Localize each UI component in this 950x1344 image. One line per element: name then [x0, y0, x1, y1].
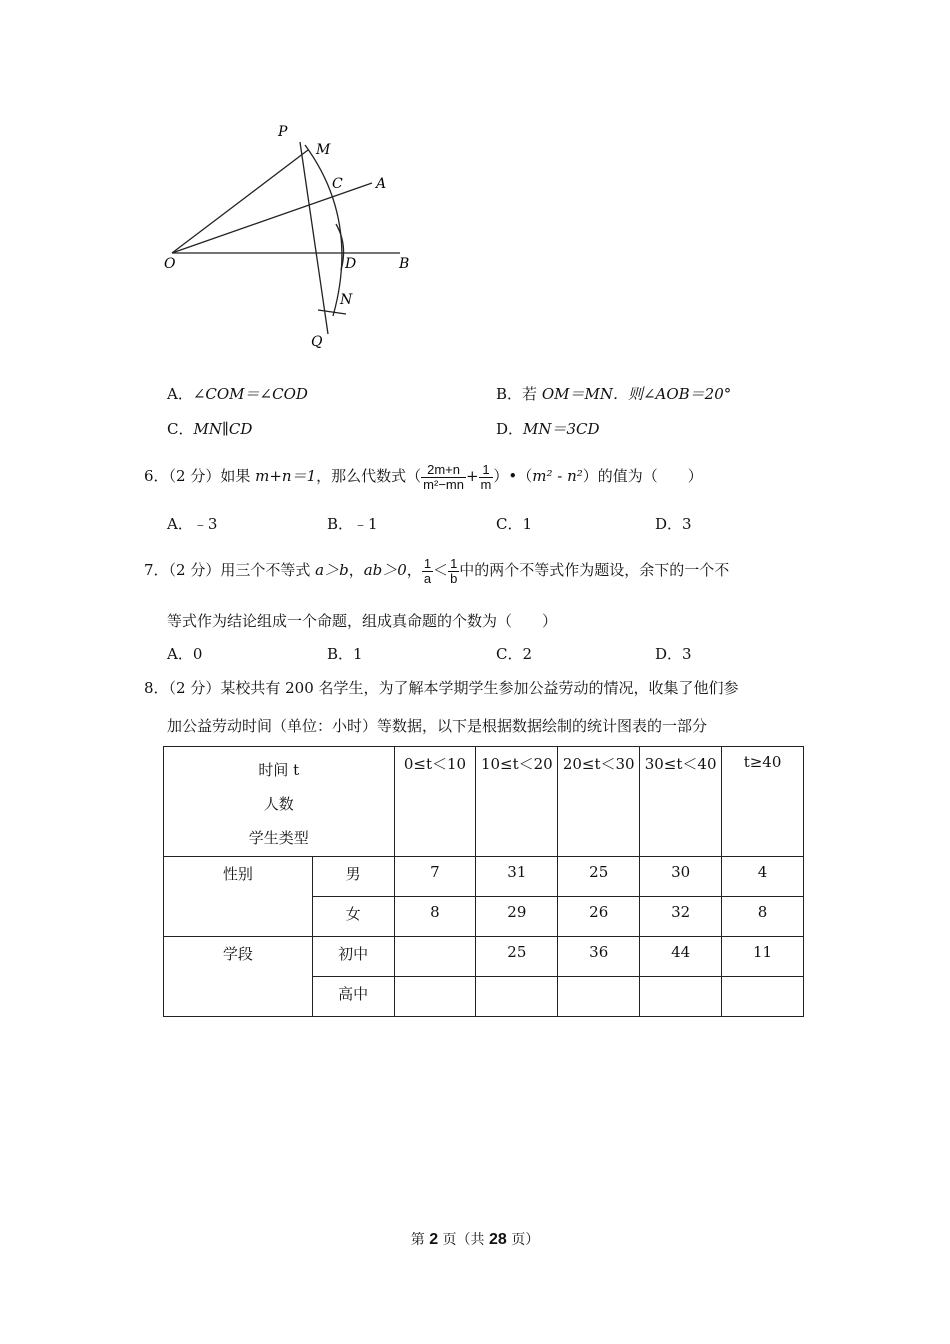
- plus-sign: +: [465, 467, 479, 485]
- column-header: 20≤t＜30: [558, 747, 640, 857]
- column-header: 30≤t＜40: [640, 747, 722, 857]
- table-cell: 36: [558, 937, 640, 977]
- question-number: 8．: [144, 679, 169, 697]
- q7-line-2: 等式作为结论组成一个命题，组成真命题的个数为（ ）: [167, 612, 558, 630]
- option-text: MN∥CD: [193, 420, 253, 438]
- q7-separator-2: ，: [406, 561, 422, 579]
- q6-option-c: C．1: [496, 515, 533, 533]
- table-cell: 25: [476, 937, 558, 977]
- fraction-1-over-a: [422, 557, 433, 586]
- row-label: 男: [312, 857, 394, 897]
- q5-option-b: [496, 384, 731, 404]
- table-cell: [640, 977, 722, 1017]
- label-b: B: [399, 256, 410, 272]
- footer-total-pages: 28: [489, 1231, 507, 1248]
- column-header: t≥40: [722, 747, 804, 857]
- label-o: O: [164, 256, 176, 272]
- fraction-numerator: 1: [423, 555, 432, 571]
- option-letter: B．: [496, 385, 523, 403]
- table-cell: 32: [640, 897, 722, 937]
- question-number: 6．: [144, 467, 169, 485]
- label-n: N: [340, 292, 353, 308]
- group-label-gender: 性别: [164, 857, 313, 937]
- q7-lead: （2 分）用三个不等式: [168, 561, 316, 579]
- q6-tail2: ）的值为（ ）: [582, 467, 703, 485]
- q6-option-a: A．﹣3: [167, 515, 218, 533]
- q8-line-2: 加公益劳动时间（单位：小时）等数据，以下是根据数据绘制的统计图表的一部分: [167, 717, 708, 735]
- fraction-denominator: a: [423, 570, 432, 586]
- header-count: 人数: [263, 795, 294, 813]
- label-q: Q: [311, 334, 323, 350]
- table-row: [164, 857, 804, 897]
- tick-q: [318, 310, 346, 314]
- label-d: D: [345, 256, 357, 272]
- footer-mid: 页（共: [438, 1232, 489, 1248]
- geometry-figure: [150, 110, 430, 360]
- q5-option-a: [167, 384, 308, 404]
- table-cell: 26: [558, 897, 640, 937]
- q7-option-c: C．2: [496, 645, 533, 663]
- option-prefix: 若: [522, 385, 542, 403]
- label-p: P: [278, 124, 288, 140]
- header-student-type: 学生类型: [248, 829, 309, 847]
- table-cell: 4: [722, 857, 804, 897]
- column-header: 10≤t＜20: [476, 747, 558, 857]
- footer-pre: 第: [410, 1232, 430, 1248]
- group-label-school-stage: 学段: [164, 937, 313, 1017]
- question-6: [144, 458, 703, 494]
- table-cell: [394, 937, 476, 977]
- table-cell: 7: [394, 857, 476, 897]
- q5-option-c: [167, 419, 252, 439]
- fraction-denominator: m: [480, 476, 492, 492]
- option-text: ∠COM＝∠COD: [192, 385, 308, 403]
- option-letter: D．: [496, 420, 524, 438]
- table-header-row: [164, 747, 804, 857]
- line-pq: [300, 142, 328, 334]
- table-cell: 8: [722, 897, 804, 937]
- q7-option-d: D．3: [655, 645, 692, 663]
- arc-mn: [305, 145, 342, 316]
- question-number: 7．: [144, 561, 169, 579]
- q7-inequality-2: ab＞0: [363, 561, 407, 579]
- table-cell: 25: [558, 857, 640, 897]
- table-cell: [558, 977, 640, 1017]
- option-text: OM＝MN．则∠AOB＝20°: [541, 385, 732, 403]
- q6-option-d: D．3: [655, 515, 692, 533]
- option-letter: C．: [167, 420, 194, 438]
- option-text: MN＝3CD: [523, 420, 600, 438]
- question-7: [144, 552, 729, 588]
- fraction-numerator: 2m+n: [421, 463, 466, 478]
- table-cell: [476, 977, 558, 1017]
- column-header: 0≤t＜10: [394, 747, 476, 857]
- table-cell: 29: [476, 897, 558, 937]
- q7-option-b: B．1: [327, 645, 363, 663]
- segment-om: [172, 150, 308, 253]
- row-label: 高中: [312, 977, 394, 1017]
- header-diagonal-cell: [164, 747, 395, 857]
- less-than-sign: ＜: [433, 561, 449, 579]
- q6-option-b: B．﹣1: [327, 515, 378, 533]
- table-cell: 8: [394, 897, 476, 937]
- row-label: 初中: [312, 937, 394, 977]
- q8-line-1: （2 分）某校共有 200 名学生，为了解本学期学生参加公益劳动的情况，收集了他们参: [168, 679, 739, 697]
- footer-page-number: 2: [429, 1231, 439, 1248]
- q7-separator: ，: [348, 561, 364, 579]
- fraction-1-over-b: [448, 557, 459, 586]
- table-cell: [394, 977, 476, 1017]
- q6-condition: m+n＝1: [255, 467, 317, 485]
- option-letter: A．: [167, 385, 193, 403]
- fraction-denominator: m²−mn: [423, 476, 464, 492]
- page-footer: [0, 1229, 950, 1249]
- q6-tail1: ）•（: [493, 467, 533, 485]
- q7-rest: 中的两个不等式作为题设，余下的一个不: [459, 561, 730, 579]
- table-cell: 11: [722, 937, 804, 977]
- label-m: M: [316, 142, 331, 158]
- fraction-denominator: b: [450, 570, 458, 586]
- row-label: 女: [312, 897, 394, 937]
- table-cell: 44: [640, 937, 722, 977]
- q7-option-a: A．0: [167, 645, 203, 663]
- q5-option-d: [496, 419, 600, 439]
- header-time: 时间 t: [258, 761, 300, 779]
- footer-post: 页）: [506, 1232, 540, 1248]
- statistics-table: [163, 746, 804, 1017]
- q6-lead: （2 分）如果: [168, 467, 256, 485]
- table-cell: 31: [476, 857, 558, 897]
- fraction-2: [479, 463, 494, 492]
- q7-inequality-1: a＞b: [315, 561, 349, 579]
- label-c: C: [332, 176, 343, 192]
- label-a: A: [376, 176, 387, 192]
- question-8: [144, 678, 739, 698]
- fraction-numerator: 1: [479, 463, 494, 478]
- fraction-numerator: 1: [450, 555, 458, 571]
- fraction-1: [421, 463, 466, 492]
- q6-tail-expression: m² - n²: [532, 467, 583, 485]
- q6-mid: ，那么代数式（: [316, 467, 422, 485]
- table-cell: 30: [640, 857, 722, 897]
- table-row: [164, 937, 804, 977]
- table-cell: [722, 977, 804, 1017]
